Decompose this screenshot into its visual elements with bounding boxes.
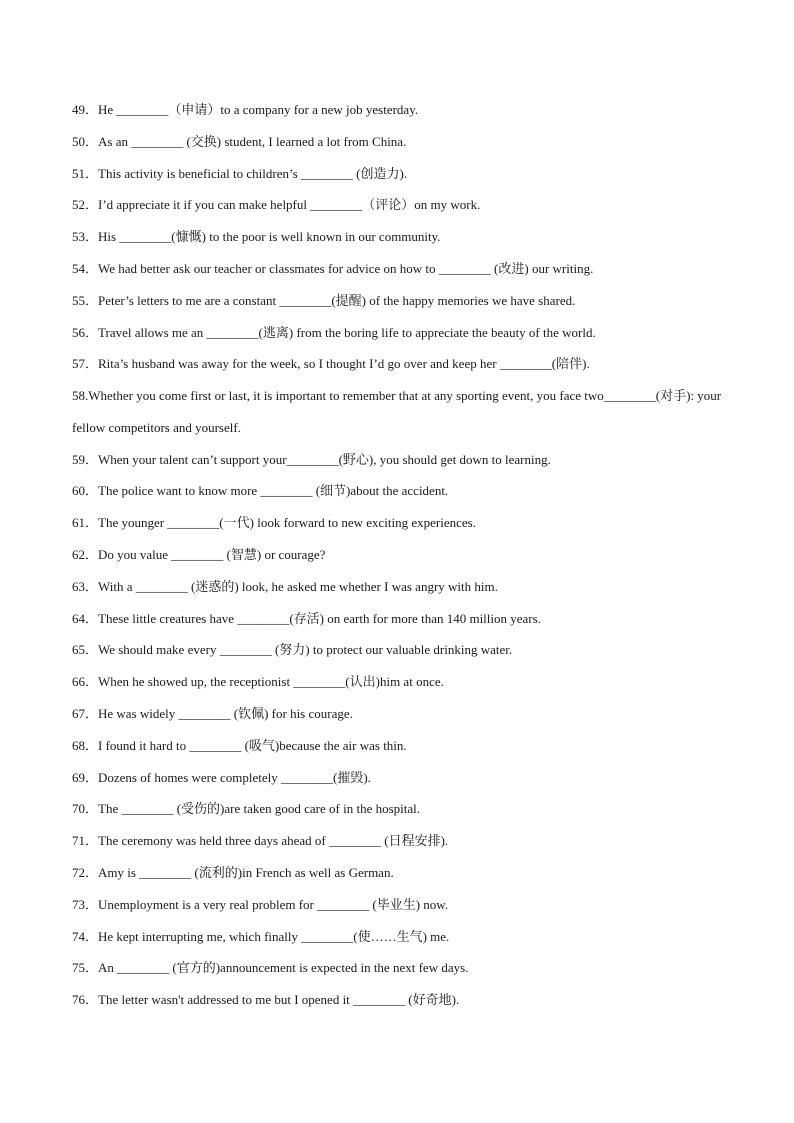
exercise-53: 53．His ________(慷慨) to the poor is well known in our community. [72,229,441,245]
exercise-52: 52．I’d appreciate it if you can make helpful ________（评论）on my work. [72,197,481,213]
exercise-60: 60．The police want to know more ________ (细节)about the accident. [72,483,449,499]
exercise-57: 57．Rita’s husband was away for the week, so I thought I’d go over and keep her ________(陪伴). [72,356,590,372]
exercise-66: 66．When he showed up, the receptionist ________(认出)him at once. [72,674,444,690]
exercise-71: 71．The ceremony was held three days ahead of ________ (日程安排). [72,833,449,849]
exercise-73: 73．Unemployment is a very real problem for ________ (毕业生) now. [72,896,449,912]
exercise-59: 59．When your talent can’t support your________(野心), you should get down to learning. [72,451,551,467]
exercise-64: 64．These little creatures have ________(存活) on earth for more than 140 million years. [72,610,541,626]
exercise-74: 74．He kept interrupting me, which finally ________(使……生气) me. [72,928,450,944]
exercise-49: 49．He ________（申请）to a company for a new job yesterday. [72,102,419,117]
exercise-list [72,100,732,1022]
exercise-56: 56．Travel allows me an ________(逃离) from the boring life to appreciate the beauty of the world. [72,324,596,340]
exercise-62: 62．Do you value ________ (智慧) or courage? [72,546,326,562]
exercise-63: 63．With a ________ (迷惑的) look, he asked me whether I was angry with him. [72,578,498,594]
exercise-51: 51．This activity is beneficial to children’s ________ (创造力). [72,165,408,181]
exercise-70: 70．The ________ (受伤的)are taken good care of in the hospital. [72,801,421,817]
exercise-54: 54．We had better ask our teacher or classmates for advice on how to ________ (改进) our writing. [72,260,594,276]
exercise-68: 68．I found it hard to ________ (吸气)because the air was thin. [72,737,407,753]
exercise-75: 75．An ________ (官方的)announcement is expected in the next few days. [72,960,469,976]
exercise-69: 69．Dozens of homes were completely ________(摧毁). [72,769,371,785]
exercise-55: 55．Peter’s letters to me are a constant ________(提醒) of the happy memories we have shared. [72,292,576,308]
exercise-50: 50．As an ________ (交换) student, I learned a lot from China. [72,133,407,149]
exercise-58: 58.Whether you come first or last, it is important to remember that at any sporting event, you face two________(对手): your fellow competitors and yourself. [72,388,722,435]
exercise-61: 61．The younger ________(一代) look forward to new exciting experiences. [72,515,476,531]
exercise-76: 76．The letter wasn't addressed to me but I opened it ________ (好奇地). [72,992,460,1008]
exercise-67: 67．He was widely ________ (钦佩) for his courage. [72,705,353,721]
exercise-72: 72．Amy is ________ (流利的)in French as well as German. [72,864,394,880]
exercise-65: 65．We should make every ________ (努力) to protect our valuable drinking water. [72,642,513,658]
